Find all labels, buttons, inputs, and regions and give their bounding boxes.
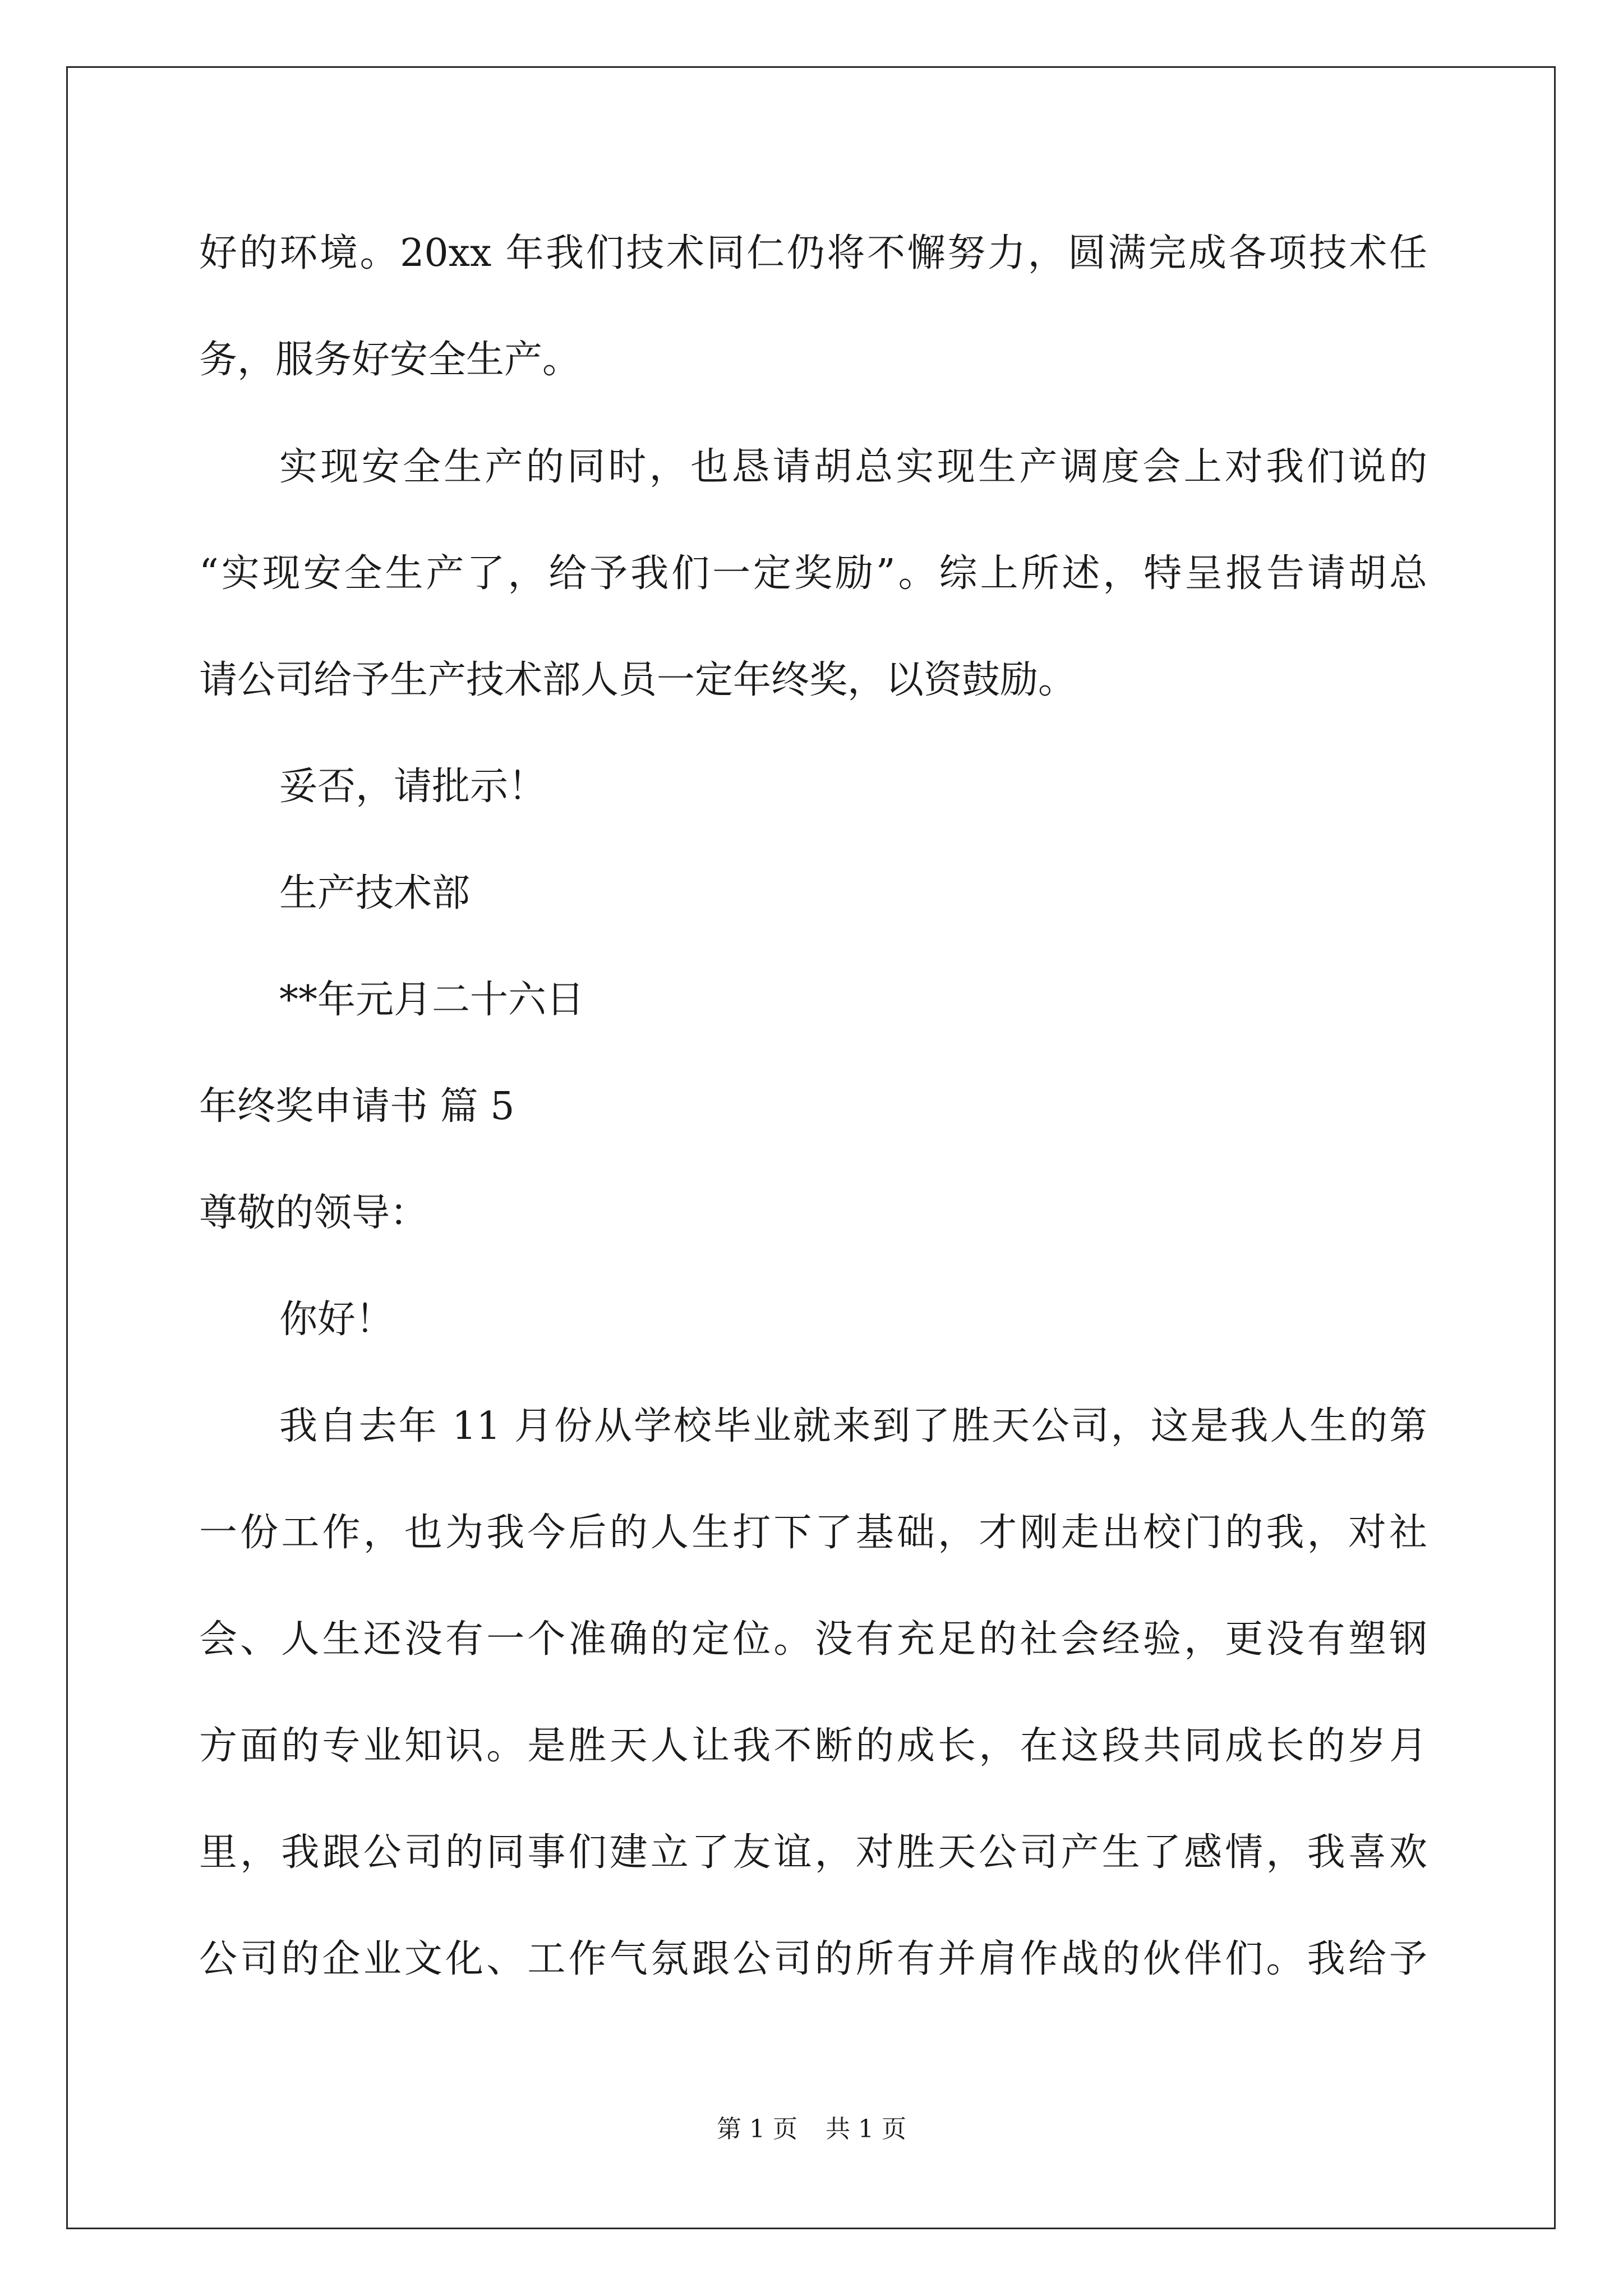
body-line: 我自去年 11 月份从学校毕业就来到了胜天公司，这是我人生的第 (279, 1404, 1427, 1448)
section-heading: 年终奖申请书 篇 5 (199, 1084, 515, 1129)
body-line: 公司的企业文化、工作气氛跟公司的所有并肩作战的伙伴们。我给予 (199, 1937, 1427, 1981)
body-line: 务，服务好安全生产。 (199, 338, 581, 382)
body-line: 里，我跟公司的同事们建立了友谊，对胜天公司产生了感情，我喜欢 (199, 1830, 1427, 1875)
page-total: 共 1 页 (826, 2115, 906, 2143)
body-line: 妥否，请批示！ (279, 765, 547, 809)
salutation: 尊敬的领导： (199, 1191, 428, 1235)
body-line: 会、人生还没有一个准确的定位。没有充足的社会经验，更没有塑钢 (199, 1617, 1427, 1662)
body-line: 实现安全生产的同时，也恳请胡总实现生产调度会上对我们说的 (279, 445, 1427, 489)
body-line: 一份工作，也为我今后的人生打下了基础，才刚走出校门的我，对社 (199, 1511, 1427, 1555)
body-line: 请公司给予生产技术部人员一定年终奖，以资鼓励。 (199, 658, 1077, 702)
page-number: 第 1 页 (717, 2115, 797, 2143)
body-line: 方面的专业知识。是胜天人让我不断的成长，在这段共同成长的岁月 (199, 1724, 1427, 1768)
department-signature: 生产技术部 (279, 871, 471, 915)
body-line: 好的环境。20xx 年我们技术同仁仍将不懈努力，圆满完成各项技术任 (199, 231, 1428, 275)
page-border (66, 66, 1556, 2229)
date-line: **年元月二十六日 (279, 978, 585, 1022)
greeting: 你好！ (279, 1297, 394, 1342)
body-line: “实现安全生产了，给予我们一定奖励”。综上所述，特呈报告请胡总 (199, 551, 1427, 596)
page-footer (0, 2113, 1623, 2146)
